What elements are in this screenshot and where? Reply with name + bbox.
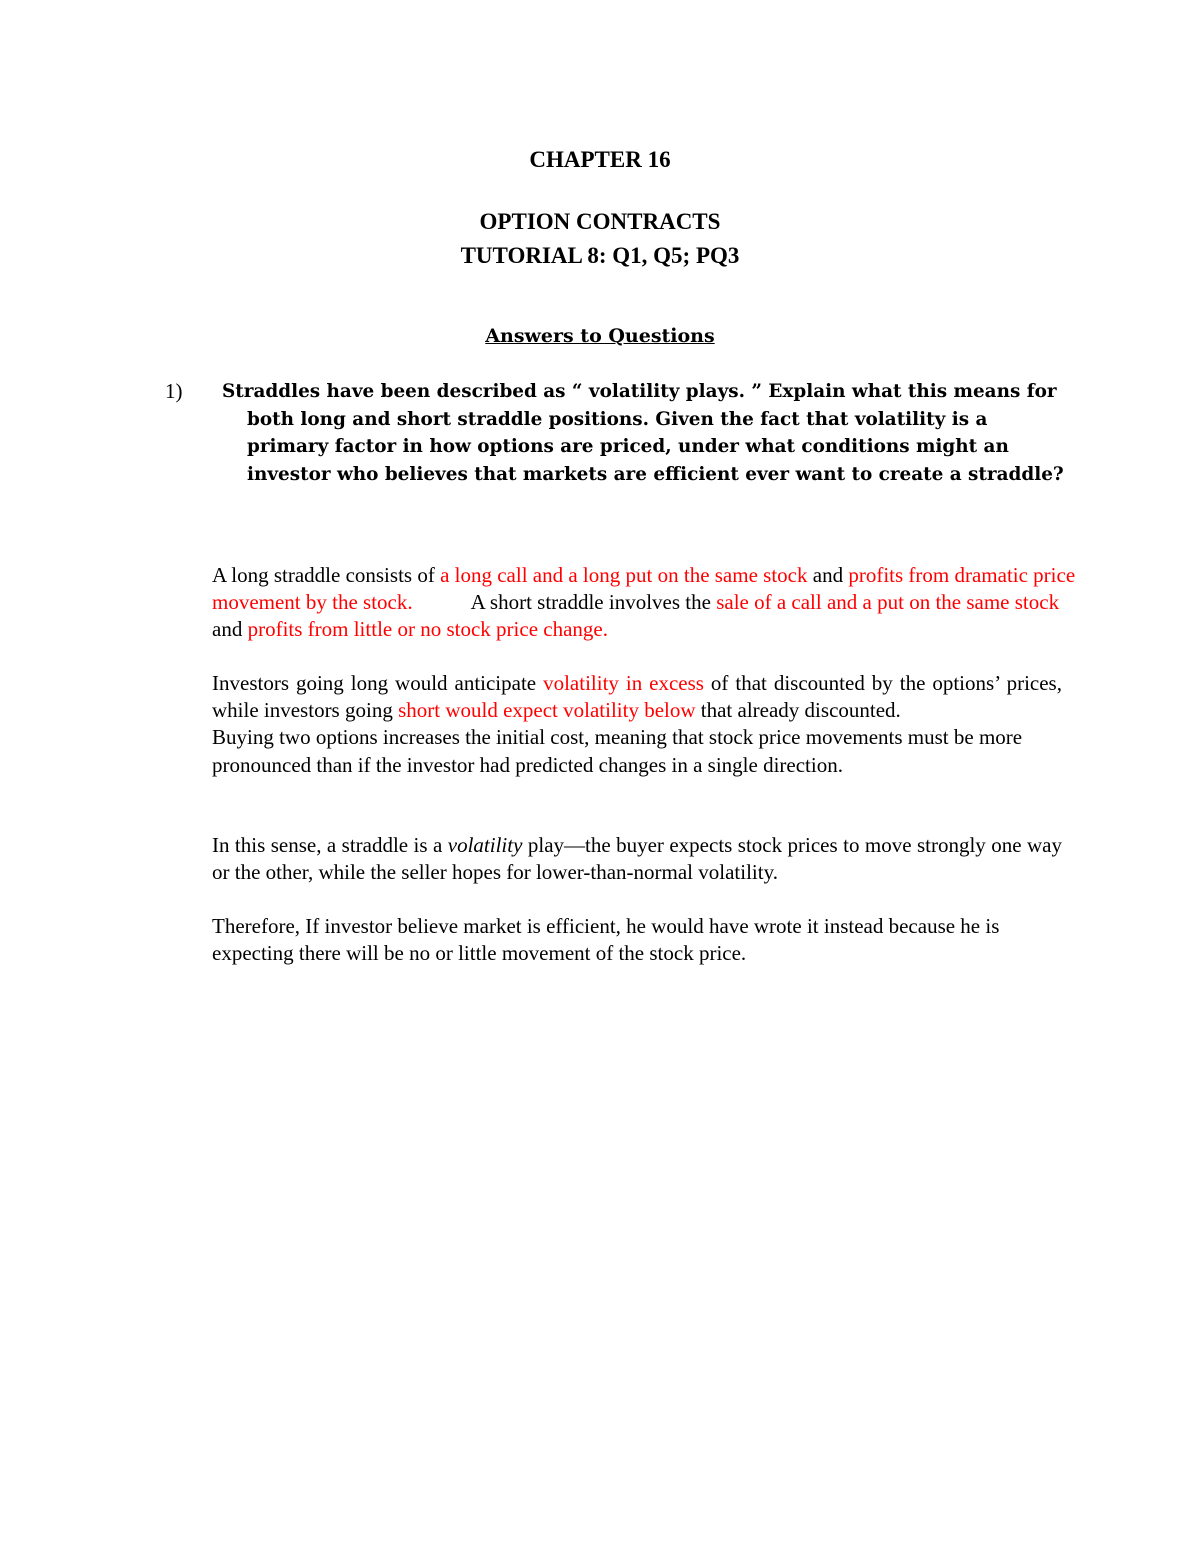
answer-paragraph-long-short-straddle xyxy=(212,562,1092,644)
highlighted-answer-text: short would expect volatility below xyxy=(398,698,696,723)
answer-paragraph-conclusion xyxy=(212,913,1062,967)
question-number: 1) xyxy=(165,379,183,403)
question-text: Straddles have been described as “ volatility plays. ” Explain what this means for both long and short straddle positions. Given the fact that volatility is a primary factor in how options are priced, under what conditions might an investor who believes that markets are efficient ever want to create a straddle? xyxy=(222,381,1064,485)
highlighted-answer-text: profits from dramatic price movement by the stock. xyxy=(212,563,1076,615)
tutorial-heading: TUTORIAL 8: Q1, Q5; PQ3 xyxy=(460,243,740,268)
highlighted-answer-text: a long call and a long put on the same stock xyxy=(440,563,808,587)
emphasized-text: volatility xyxy=(447,833,523,857)
chapter-heading: CHAPTER 16 xyxy=(529,147,671,172)
highlighted-answer-text: volatility in excess xyxy=(543,671,704,695)
answer-text: and xyxy=(212,617,248,642)
answer-text: Investors going long would anticipate xyxy=(212,671,544,695)
answer-text: that already discounted. xyxy=(695,698,901,723)
section-heading: Answers to Questions xyxy=(485,325,715,347)
highlighted-answer-text: sale of a call and a put on the same stock xyxy=(716,590,1060,615)
answer-text: of that discounted by the options’ prices, while investors going xyxy=(212,671,1062,723)
highlighted-answer-text: profits from little or no stock price change. xyxy=(247,617,608,642)
question-1 xyxy=(165,378,1065,488)
answer-text: Therefore, If investor believe market is efficient, he would have wrote it instead because he is expecting there will be no or little movement of the stock price. xyxy=(212,914,1000,966)
answer-text: play—the buyer expects stock prices to move strongly one way or the other, while the seller hopes for lower-than-normal volatility. xyxy=(212,833,1062,885)
answer-text: In this sense, a straddle is a xyxy=(212,833,448,857)
answer-text-block xyxy=(212,670,1062,724)
answer-text: A short straddle involves the xyxy=(470,590,717,615)
answer-paragraph-volatility-play xyxy=(212,832,1062,886)
answer-text-block: Buying two options increases the initial cost, meaning that stock price movements must be more pronounced than if the investor had predicted changes in a single direction. xyxy=(212,725,1023,777)
answer-paragraph-investors xyxy=(212,670,1062,779)
answer-text: A long straddle consists of xyxy=(212,563,441,587)
document-title: OPTION CONTRACTS xyxy=(479,209,721,234)
answer-text: and xyxy=(807,563,849,587)
